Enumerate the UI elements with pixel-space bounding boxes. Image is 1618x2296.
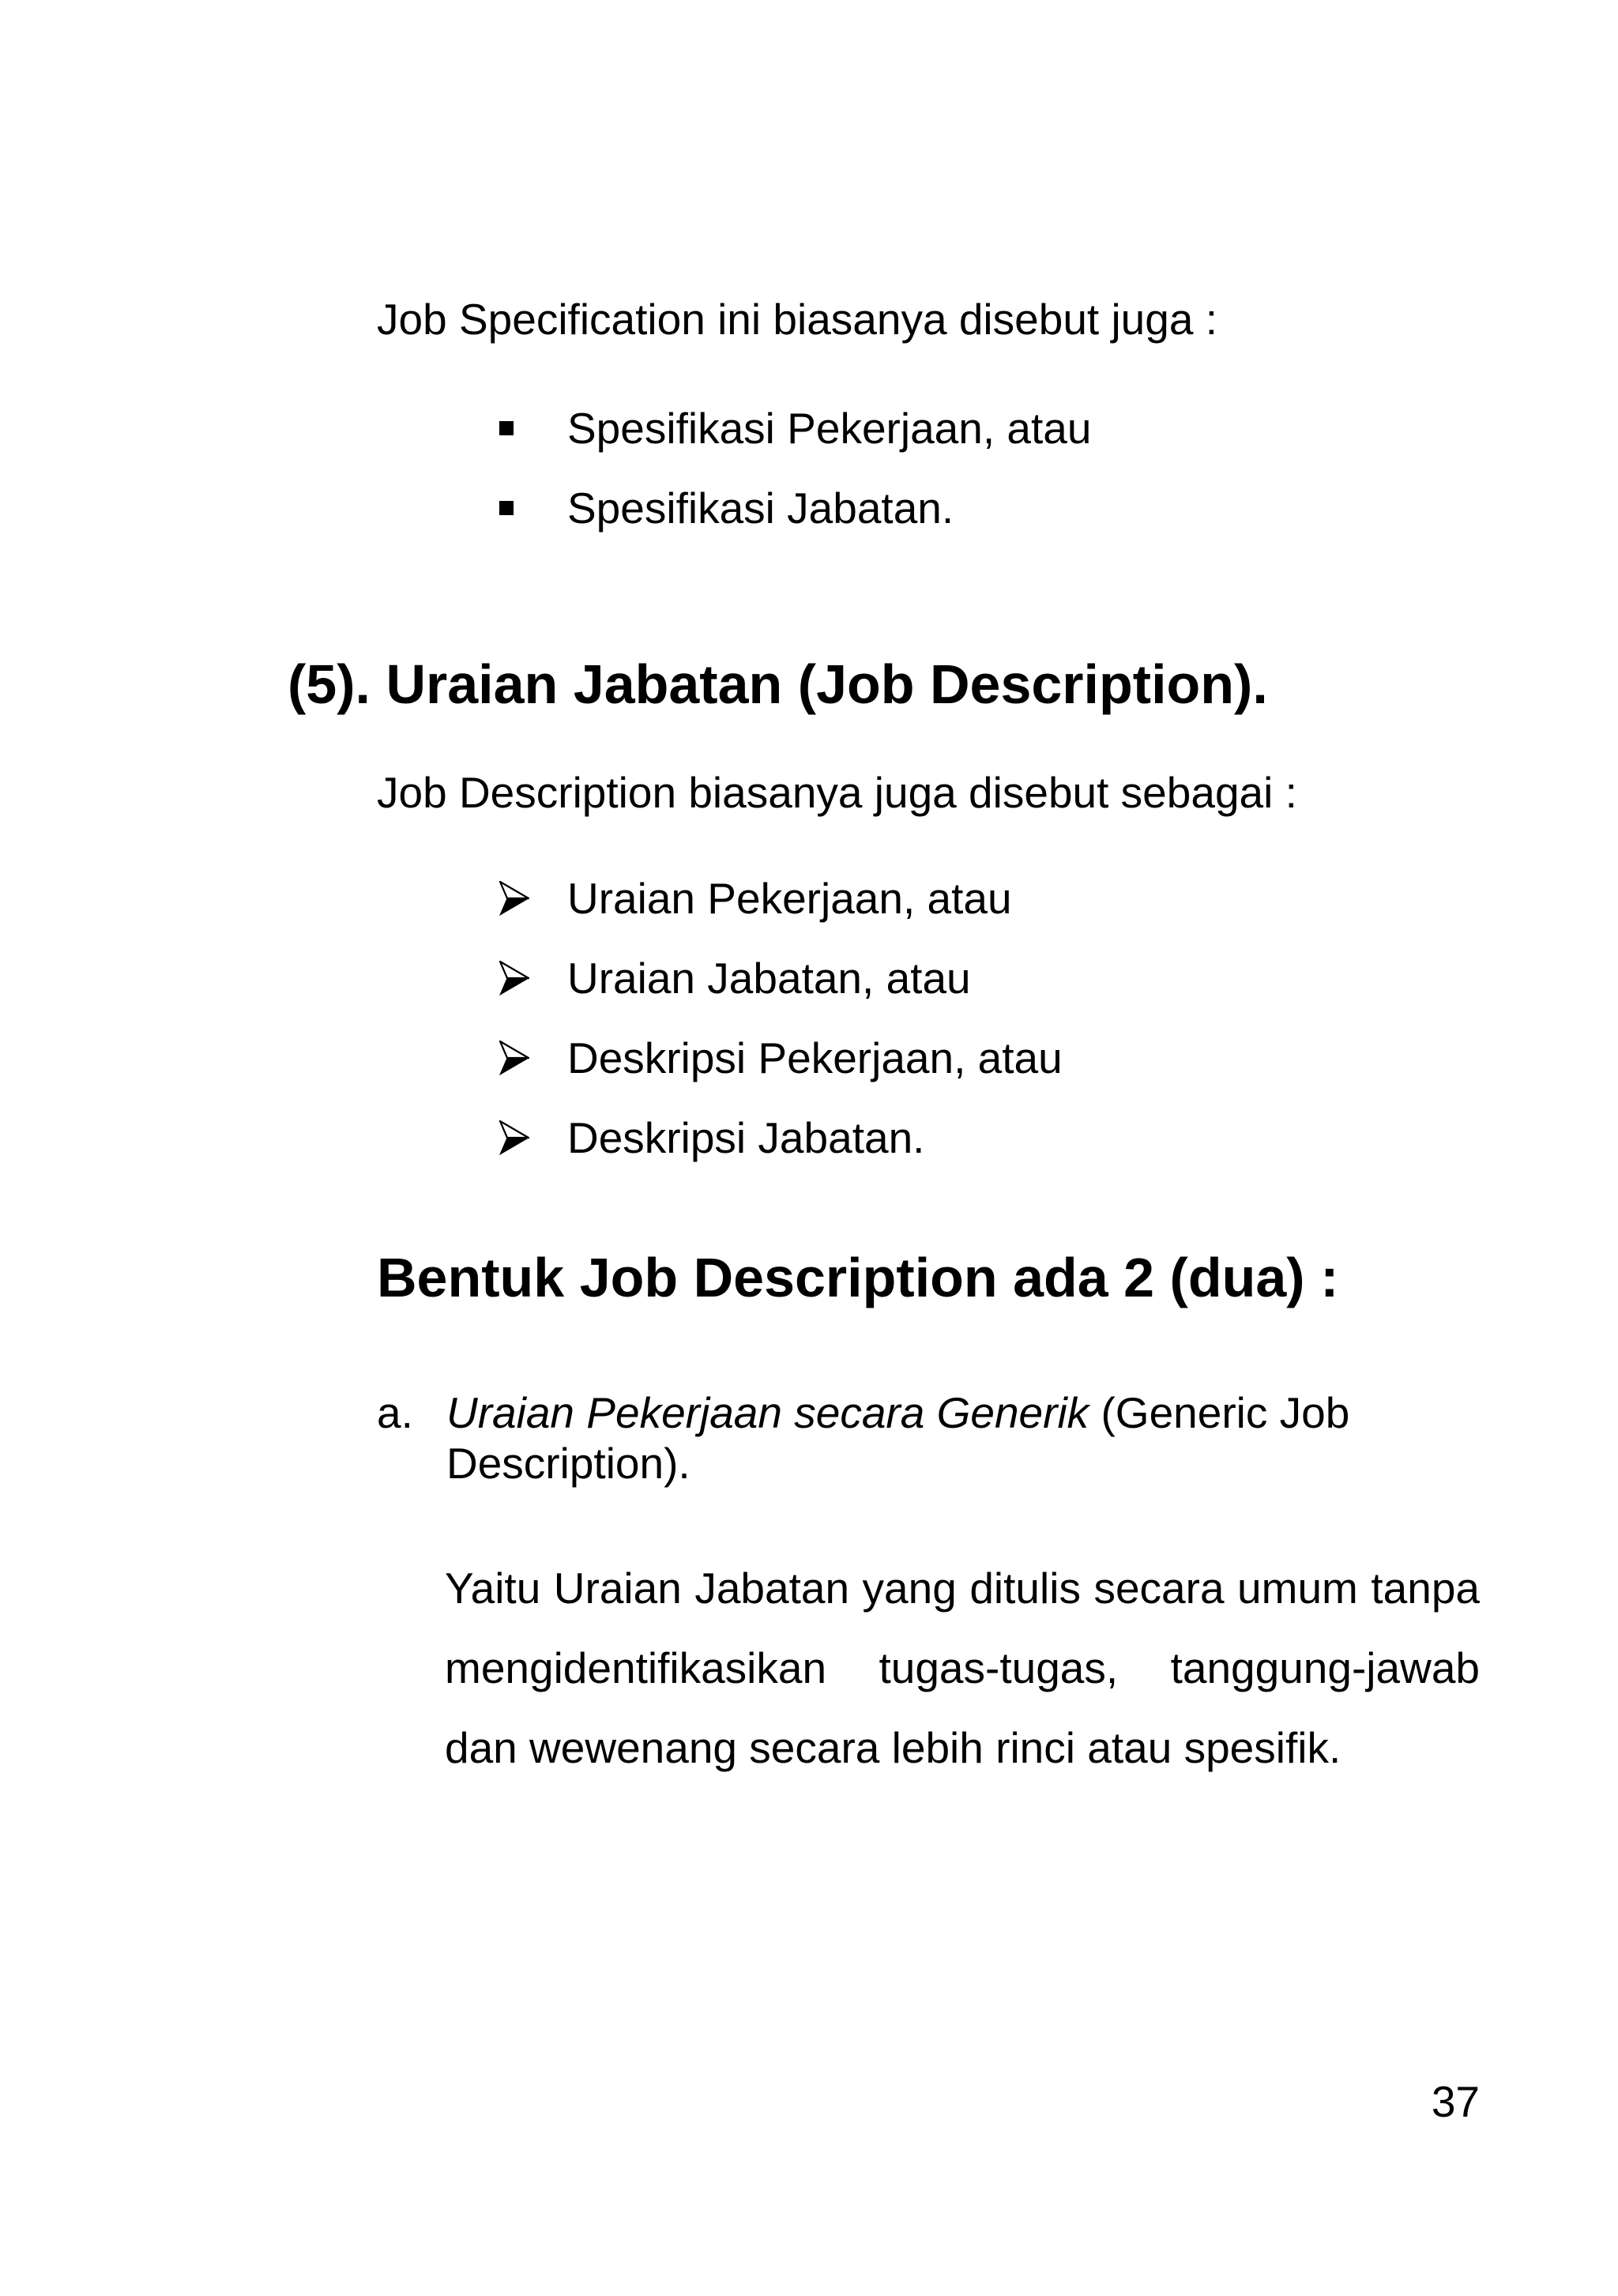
form-item-title xyxy=(446,1387,1489,1489)
square-bullet-icon xyxy=(499,421,514,435)
list-item-label: Deskripsi Pekerjaan, atau xyxy=(567,1033,1063,1082)
form-item-title-rest: (Generic Job Description). xyxy=(446,1388,1350,1488)
arrowhead-bullet-icon xyxy=(499,1041,529,1075)
page-number: 37 xyxy=(1431,2077,1480,2126)
arrowhead-bullet-icon xyxy=(499,961,529,996)
list-item xyxy=(0,1033,1618,1083)
list-item-label: Deskripsi Jabatan. xyxy=(567,1113,925,1162)
list-item xyxy=(0,953,1618,1003)
job-description-intro: Job Description biasanya juga disebut sebagai : xyxy=(377,768,1297,817)
list-item-label: Uraian Pekerjaan, atau xyxy=(567,874,1012,923)
form-item-description: Yaitu Uraian Jabatan yang ditulis secara umum tanpa mengidentifikasikan tugas-tugas, tanggung-jawab dan wewenang secara lebih rinci atau spesifik. xyxy=(445,1564,1480,1772)
list-item xyxy=(0,873,1618,924)
list-item-label: Uraian Jabatan, atau xyxy=(567,954,971,1003)
arrowhead-bullet-icon xyxy=(499,1120,529,1155)
forms-heading: Bentuk Job Description ada 2 (dua) : xyxy=(377,1247,1339,1308)
list-marker: a. xyxy=(377,1388,413,1437)
list-item xyxy=(0,483,1618,533)
form-item-title-italic: Uraian Pekerjaan secara Generik xyxy=(446,1388,1089,1437)
list-item xyxy=(0,403,1618,454)
list-item-label: Spesifikasi Jabatan. xyxy=(567,484,954,533)
section-heading: (5). Uraian Jabatan (Job Description). xyxy=(288,653,1268,715)
arrowhead-bullet-icon xyxy=(499,881,529,916)
list-item xyxy=(0,1112,1618,1163)
list-item-label: Spesifikasi Pekerjaan, atau xyxy=(567,404,1092,453)
job-spec-intro: Job Specification ini biasanya disebut juga : xyxy=(377,295,1218,344)
square-bullet-icon xyxy=(499,501,514,515)
